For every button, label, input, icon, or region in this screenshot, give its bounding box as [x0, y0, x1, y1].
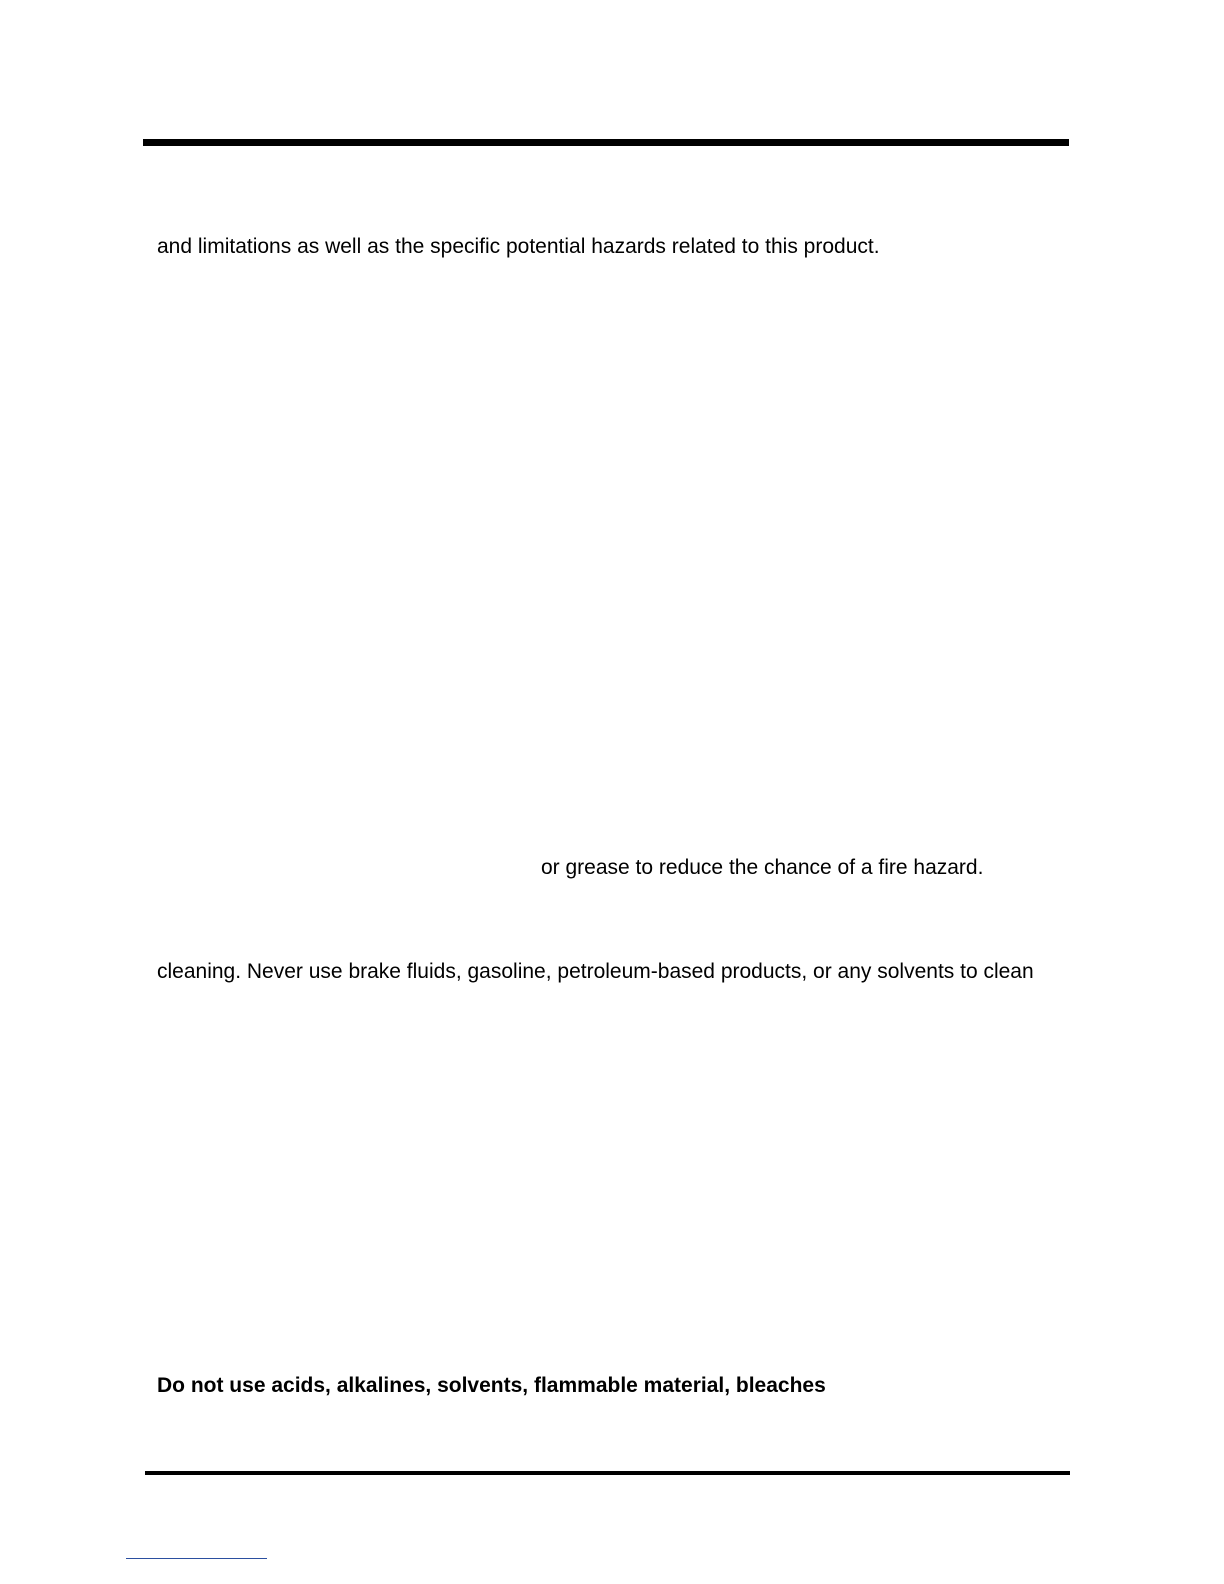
text-line-warning-bold: Do not use acids, alkalines, solvents, flammable material, bleaches: [157, 1374, 826, 1397]
text-line-limitations: and limitations as well as the specific potential hazards related to this product.: [157, 235, 880, 258]
footnote-separator: [126, 1558, 267, 1559]
text-line-cleaning: cleaning. Never use brake fluids, gasoline, petroleum-based products, or any solvents to clean: [157, 960, 1034, 983]
bottom-rule: [145, 1471, 1070, 1475]
top-rule: [143, 139, 1069, 146]
text-line-fire-hazard: or grease to reduce the chance of a fire hazard.: [541, 856, 984, 879]
